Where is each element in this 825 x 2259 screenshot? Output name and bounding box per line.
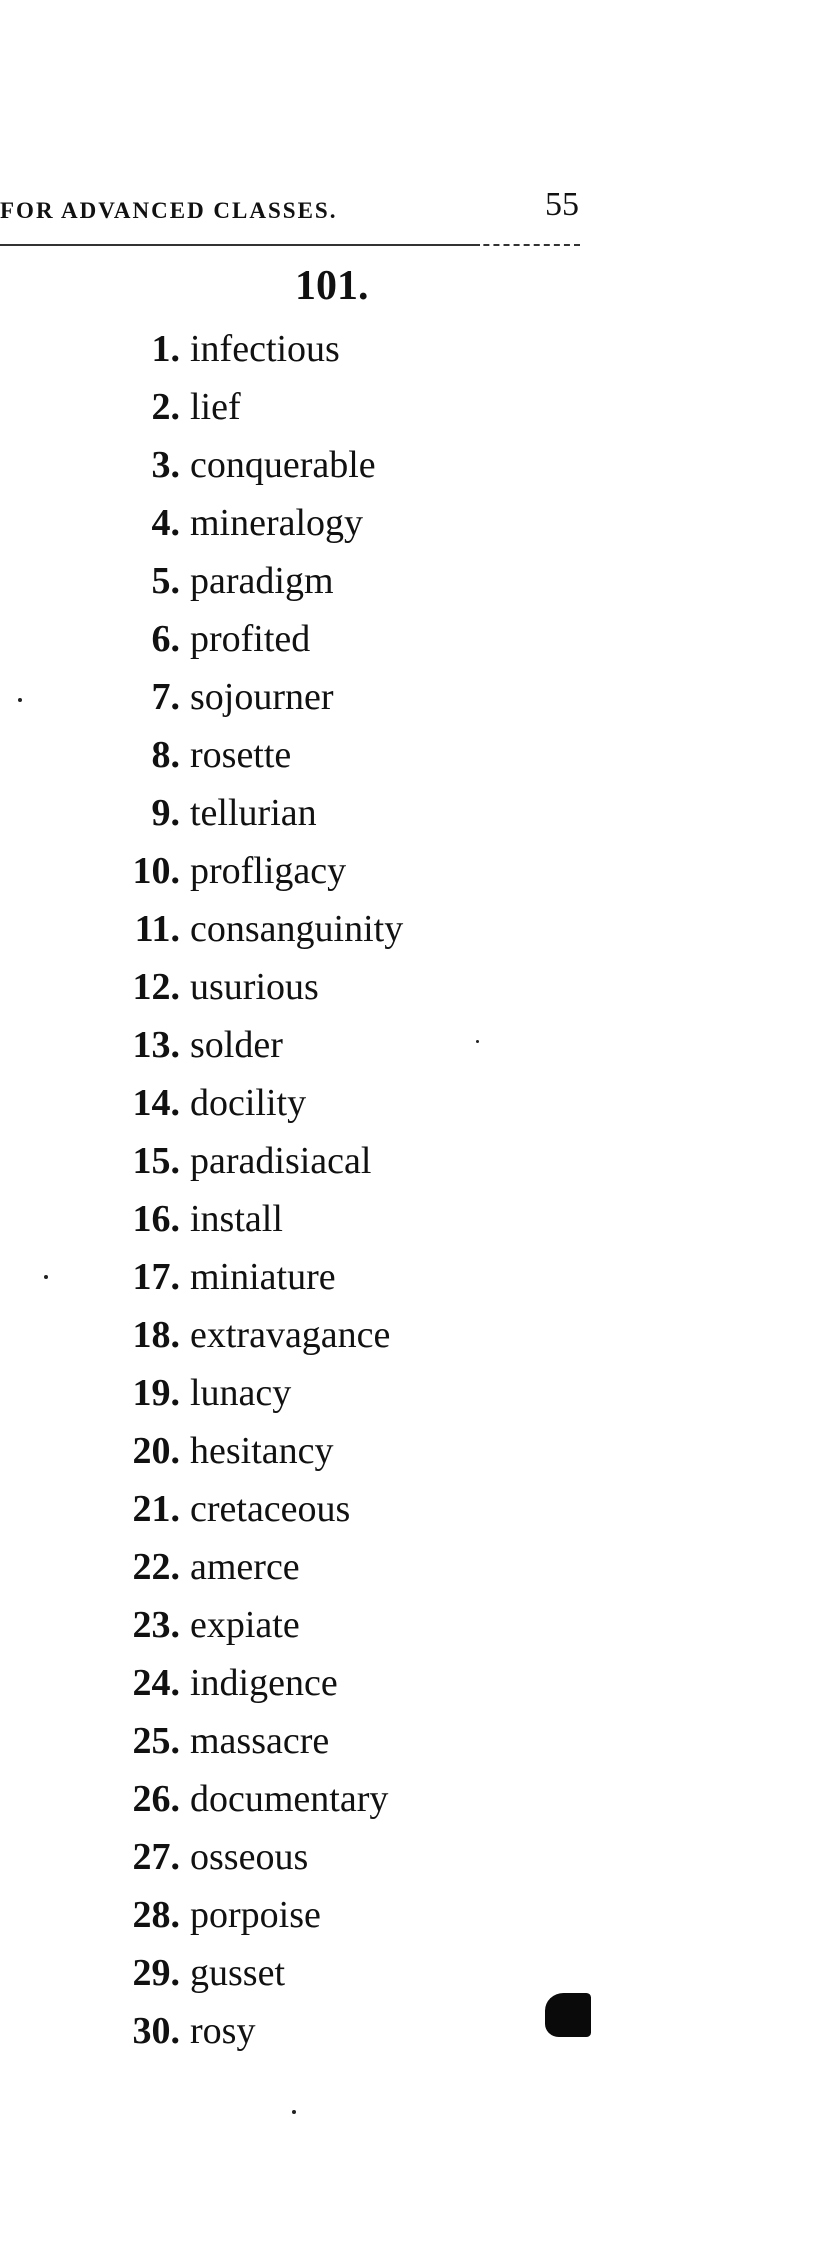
entry-number: 19. bbox=[132, 1372, 180, 1414]
entry-word: paradisiacal bbox=[190, 1140, 372, 1182]
section-number: 101. bbox=[295, 263, 369, 309]
entry-word: lief bbox=[190, 386, 241, 428]
list-item bbox=[0, 2002, 600, 2060]
entry-word: usurious bbox=[190, 966, 319, 1008]
entry-number: 26. bbox=[132, 1778, 180, 1820]
entry-word: paradigm bbox=[190, 560, 334, 602]
entry-word: conquerable bbox=[190, 444, 376, 486]
entry-word: rosy bbox=[190, 2010, 256, 2052]
entry-word: hesitancy bbox=[190, 1430, 334, 1472]
entry-word: amerce bbox=[190, 1546, 300, 1588]
list-item bbox=[0, 842, 600, 900]
entry-word: miniature bbox=[190, 1256, 336, 1298]
entry-word: indigence bbox=[190, 1662, 338, 1704]
entry-number: 28. bbox=[132, 1894, 180, 1936]
entry-number: 24. bbox=[132, 1662, 180, 1704]
list-item bbox=[0, 1828, 600, 1886]
entry-word: massacre bbox=[190, 1720, 330, 1762]
list-item bbox=[0, 1422, 600, 1480]
entry-word: documentary bbox=[190, 1778, 389, 1820]
list-item bbox=[0, 494, 600, 552]
ink-blot bbox=[545, 1993, 591, 2037]
entry-number: 5. bbox=[151, 560, 180, 602]
entry-number: 3. bbox=[151, 444, 180, 486]
list-item bbox=[0, 958, 600, 1016]
entry-number: 13. bbox=[132, 1024, 180, 1066]
entry-number: 22. bbox=[132, 1546, 180, 1588]
entry-number: 8. bbox=[151, 734, 180, 776]
entry-word: cretaceous bbox=[190, 1488, 351, 1530]
word-list bbox=[0, 320, 600, 2060]
entry-number: 7. bbox=[151, 676, 180, 718]
list-item bbox=[0, 1944, 600, 2002]
entry-number: 14. bbox=[132, 1082, 180, 1124]
entry-word: tellurian bbox=[190, 792, 317, 834]
entry-word: expiate bbox=[190, 1604, 300, 1646]
entry-word: consanguinity bbox=[190, 908, 404, 950]
entry-word: solder bbox=[190, 1024, 283, 1066]
entry-number: 27. bbox=[132, 1836, 180, 1878]
list-item bbox=[0, 1364, 600, 1422]
running-head bbox=[0, 180, 600, 230]
list-item bbox=[0, 726, 600, 784]
ink-speck bbox=[292, 2110, 296, 2114]
list-item bbox=[0, 1886, 600, 1944]
entry-number: 10. bbox=[132, 850, 180, 892]
entry-number: 17. bbox=[132, 1256, 180, 1298]
entry-word: sojourner bbox=[190, 676, 334, 718]
entry-number: 11. bbox=[134, 908, 180, 950]
entry-number: 1. bbox=[151, 328, 180, 370]
list-item bbox=[0, 1596, 600, 1654]
entry-number: 2. bbox=[151, 386, 180, 428]
list-item bbox=[0, 1306, 600, 1364]
entry-number: 18. bbox=[132, 1314, 180, 1356]
list-item bbox=[0, 1248, 600, 1306]
entry-number: 25. bbox=[132, 1720, 180, 1762]
list-item bbox=[0, 1770, 600, 1828]
running-head-title: FOR ADVANCED CLASSES. bbox=[0, 198, 338, 223]
list-item bbox=[0, 610, 600, 668]
entry-number: 9. bbox=[151, 792, 180, 834]
list-item bbox=[0, 378, 600, 436]
header-rule-dashed bbox=[0, 244, 580, 246]
list-item bbox=[0, 1654, 600, 1712]
list-item bbox=[0, 668, 600, 726]
entry-word: lunacy bbox=[190, 1372, 292, 1414]
list-item bbox=[0, 900, 600, 958]
list-item bbox=[0, 552, 600, 610]
ink-speck bbox=[476, 1040, 479, 1043]
entry-number: 20. bbox=[132, 1430, 180, 1472]
entry-number: 16. bbox=[132, 1198, 180, 1240]
entry-word: mineralogy bbox=[190, 502, 364, 544]
list-item bbox=[0, 1190, 600, 1248]
entry-number: 12. bbox=[132, 966, 180, 1008]
entry-number: 29. bbox=[132, 1952, 180, 1994]
list-item bbox=[0, 1712, 600, 1770]
entry-word: extravagance bbox=[190, 1314, 391, 1356]
entry-number: 6. bbox=[151, 618, 180, 660]
list-item bbox=[0, 784, 600, 842]
entry-number: 4. bbox=[151, 502, 180, 544]
entry-number: 30. bbox=[132, 2010, 180, 2052]
entry-word: profited bbox=[190, 618, 311, 660]
list-item bbox=[0, 436, 600, 494]
list-item bbox=[0, 1132, 600, 1190]
entry-number: 15. bbox=[132, 1140, 180, 1182]
list-item bbox=[0, 1538, 600, 1596]
entry-word: install bbox=[190, 1198, 283, 1240]
entry-word: gusset bbox=[190, 1952, 285, 1994]
page-number: 55 bbox=[545, 186, 579, 223]
entry-word: infectious bbox=[190, 328, 340, 370]
list-item bbox=[0, 1074, 600, 1132]
list-item bbox=[0, 1480, 600, 1538]
ink-speck bbox=[18, 698, 22, 702]
entry-word: docility bbox=[190, 1082, 307, 1124]
list-item bbox=[0, 1016, 600, 1074]
entry-number: 23. bbox=[132, 1604, 180, 1646]
entry-word: osseous bbox=[190, 1836, 309, 1878]
ink-speck bbox=[44, 1275, 48, 1279]
list-item bbox=[0, 320, 600, 378]
entry-number: 21. bbox=[132, 1488, 180, 1530]
entry-word: porpoise bbox=[190, 1894, 321, 1936]
entry-word: profligacy bbox=[190, 850, 347, 892]
entry-word: rosette bbox=[190, 734, 292, 776]
